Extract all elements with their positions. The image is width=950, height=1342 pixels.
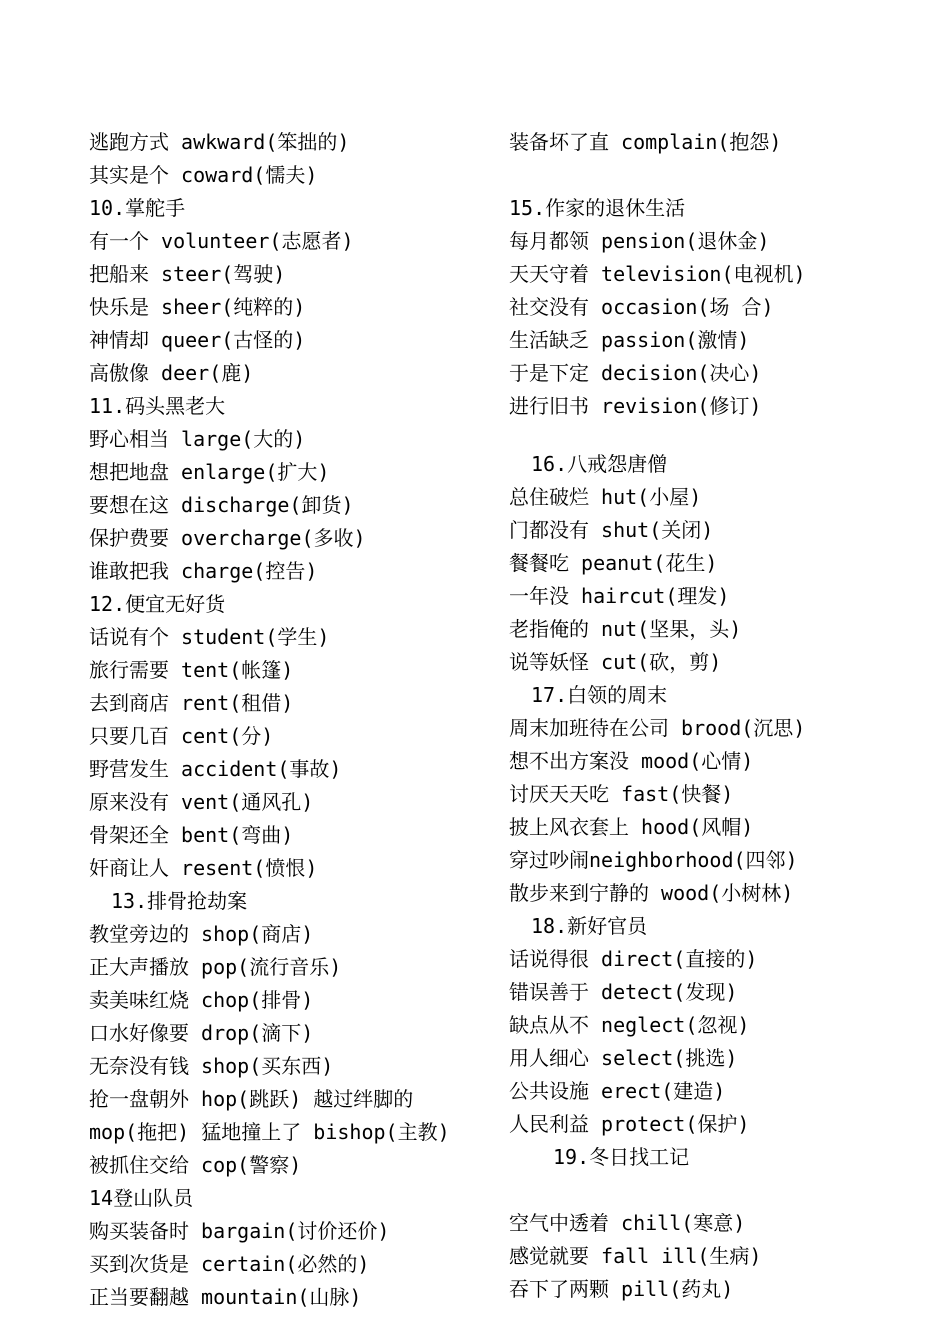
blank-line xyxy=(509,159,929,192)
vocab-line: 错误善于 detect(发现) xyxy=(509,980,738,1004)
vocab-line: 感觉就要 fall ill(生病) xyxy=(509,1244,762,1268)
vocab-line: 话说得很 direct(直接的) xyxy=(509,947,758,971)
vocab-line: 社交没有 occasion(场 合) xyxy=(509,295,774,319)
vocab-line: 有一个 volunteer(志愿者) xyxy=(89,229,354,253)
vocab-line: 抢一盘朝外 hop(跳跃) 越过绊脚的 xyxy=(89,1087,414,1111)
vocab-line: 老指俺的 nut(坚果，头) xyxy=(509,617,742,641)
vocab-line: 天天守着 television(电视机) xyxy=(509,262,806,286)
vocab-line: 生活缺乏 passion(激情) xyxy=(509,328,750,352)
section-heading: 16.八戒怨唐僧 xyxy=(531,452,668,476)
vocab-line: 卖美味红烧 chop(排骨) xyxy=(89,988,314,1012)
vocab-line: 人民利益 protect(保护) xyxy=(509,1112,750,1136)
vocab-line: 谁敢把我 charge(控告) xyxy=(89,559,318,583)
vocab-line: 说等妖怪 cut(砍，剪) xyxy=(509,650,722,674)
section-heading: 14登山队员 xyxy=(89,1186,194,1210)
vocab-line: 要想在这 discharge(卸货) xyxy=(89,493,354,517)
left-column xyxy=(89,126,509,1314)
section-heading: 11.码头黑老大 xyxy=(89,394,226,418)
vocab-line: 其实是个 coward(懦夫) xyxy=(89,163,318,187)
section-heading: 15.作家的退休生活 xyxy=(509,196,686,220)
section-heading: 19.冬日找工记 xyxy=(553,1145,690,1169)
blank-line xyxy=(509,1174,929,1207)
vocab-line: 穿过吵闹neighborhood(四邻) xyxy=(509,848,798,872)
section-heading: 13.排骨抢劫案 xyxy=(111,889,248,913)
vocab-line: 骨架还全 bent(弯曲) xyxy=(89,823,294,847)
vocab-line: 逃跑方式 awkward(笨拙的) xyxy=(89,130,350,154)
vocab-line: 公共设施 erect(建造) xyxy=(509,1079,726,1103)
vocab-line: 去到商店 rent(租借) xyxy=(89,691,294,715)
vocab-line: 装备坏了直 complain(抱怨) xyxy=(509,130,782,154)
vocab-line: 保护费要 overcharge(多收) xyxy=(89,526,366,550)
vocab-line: 只要几百 cent(分) xyxy=(89,724,274,748)
vocab-line: 原来没有 vent(通风孔) xyxy=(89,790,314,814)
vocab-line: 门都没有 shut(关闭) xyxy=(509,518,714,542)
vocab-line: 一年没 haircut(理发) xyxy=(509,584,730,608)
vocab-line: 正大声播放 pop(流行音乐) xyxy=(89,955,342,979)
vocab-line: mop(拖把) 猛地撞上了 bishop(主教) xyxy=(89,1120,450,1144)
vocab-line: 神情却 queer(古怪的) xyxy=(89,328,306,352)
vocab-line: 买到次货是 certain(必然的) xyxy=(89,1252,370,1276)
vocab-line: 想把地盘 enlarge(扩大) xyxy=(89,460,330,484)
section-heading: 17.白领的周末 xyxy=(531,683,668,707)
vocab-line: 野营发生 accident(事故) xyxy=(89,757,342,781)
vocab-line: 口水好像要 drop(滴下) xyxy=(89,1021,314,1045)
vocab-line: 餐餐吃 peanut(花生) xyxy=(509,551,718,575)
vocab-line: 话说有个 student(学生) xyxy=(89,625,330,649)
vocab-line: 讨厌天天吃 fast(快餐) xyxy=(509,782,734,806)
vocab-line: 高傲像 deer(鹿) xyxy=(89,361,254,385)
right-column xyxy=(509,126,929,1306)
vocab-line: 购买装备时 bargain(讨价还价) xyxy=(89,1219,390,1243)
vocab-line: 被抓住交给 cop(警察) xyxy=(89,1153,302,1177)
vocab-line: 教堂旁边的 shop(商店) xyxy=(89,922,314,946)
vocab-line: 于是下定 decision(决心) xyxy=(509,361,762,385)
section-heading: 10.掌舵手 xyxy=(89,196,186,220)
vocab-line: 每月都领 pension(退休金) xyxy=(509,229,770,253)
vocab-line: 想不出方案没 mood(心情) xyxy=(509,749,754,773)
gap xyxy=(509,423,929,448)
vocab-line: 快乐是 sheer(纯粹的) xyxy=(89,295,306,319)
vocab-line: 散步来到宁静的 wood(小树林) xyxy=(509,881,794,905)
vocab-line: 缺点从不 neglect(忽视) xyxy=(509,1013,750,1037)
vocab-line: 野心相当 large(大的) xyxy=(89,427,306,451)
vocab-line: 旅行需要 tent(帐篷) xyxy=(89,658,294,682)
section-heading: 18.新好官员 xyxy=(531,914,648,938)
vocab-line: 正当要翻越 mountain(山脉) xyxy=(89,1285,362,1309)
vocab-line: 奸商让人 resent(愤恨) xyxy=(89,856,318,880)
vocab-line: 周末加班待在公司 brood(沉思) xyxy=(509,716,806,740)
vocab-line: 把船来 steer(驾驶) xyxy=(89,262,286,286)
vocab-line: 用人细心 select(挑选) xyxy=(509,1046,738,1070)
vocab-line: 空气中透着 chill(寒意) xyxy=(509,1211,746,1235)
vocab-line: 无奈没有钱 shop(买东西) xyxy=(89,1054,334,1078)
section-heading: 12.便宜无好货 xyxy=(89,592,226,616)
vocab-line: 总住破烂 hut(小屋) xyxy=(509,485,702,509)
vocab-line: 吞下了两颗 pill(药丸) xyxy=(509,1277,734,1301)
vocab-line: 进行旧书 revision(修订) xyxy=(509,394,762,418)
vocab-line: 披上风衣套上 hood(风帽) xyxy=(509,815,754,839)
